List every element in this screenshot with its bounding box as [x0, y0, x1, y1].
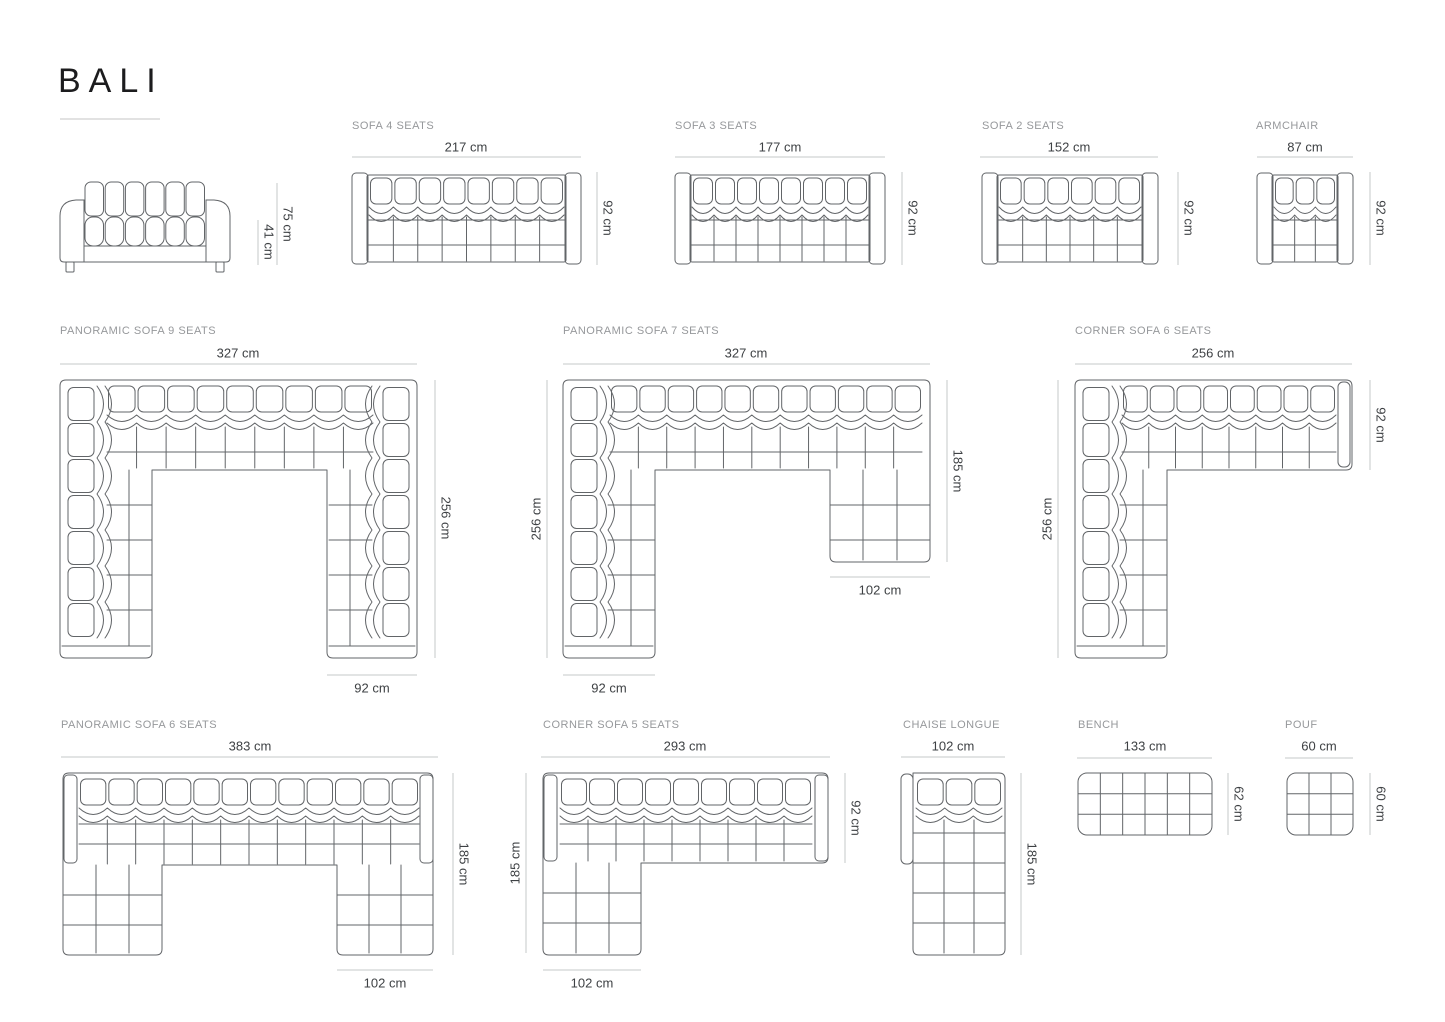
dimension-value: 41 cm	[261, 224, 277, 260]
dimension-value: 102 cm	[931, 738, 975, 754]
dimension-value: 92 cm	[1373, 200, 1389, 236]
dimension-value: 293 cm	[663, 738, 707, 754]
dimension-value: 75 cm	[280, 206, 296, 242]
product-label-panoramic-sofa-9-seats: PANORAMIC SOFA 9 SEATS	[60, 325, 217, 337]
dimension-value: 185 cm	[456, 842, 472, 886]
dimension-value: 256 cm	[438, 496, 454, 540]
dimension-value: 383 cm	[228, 738, 272, 754]
dimension-value: 177 cm	[758, 139, 802, 155]
dimension-value: 87 cm	[1287, 139, 1323, 155]
product-label-sofa-4-seats: SOFA 4 SEATS	[352, 120, 435, 132]
dimension-value: 256 cm	[528, 497, 544, 541]
dimension-value: 92 cm	[600, 200, 616, 236]
product-label-corner-sofa-5-seats: CORNER SOFA 5 SEATS	[543, 719, 680, 731]
dimension-value: 185 cm	[1024, 842, 1040, 886]
dimension-value: 102 cm	[858, 582, 902, 598]
dimension-value: 327 cm	[216, 345, 260, 361]
dimension-value: 60 cm	[1301, 738, 1337, 754]
page-title: BALI	[58, 62, 164, 100]
dimension-value: 152 cm	[1047, 139, 1091, 155]
product-label-panoramic-sofa-6-seats: PANORAMIC SOFA 6 SEATS	[61, 719, 218, 731]
dimension-value: 327 cm	[724, 345, 768, 361]
product-label-sofa-3-seats: SOFA 3 SEATS	[675, 120, 758, 132]
dimension-value: 102 cm	[363, 975, 407, 991]
product-label-chaise-longue: CHAISE LONGUE	[903, 719, 1000, 731]
dimension-value: 102 cm	[570, 975, 614, 991]
dimension-value: 92 cm	[1373, 407, 1389, 443]
product-label-panoramic-sofa-7-seats: PANORAMIC SOFA 7 SEATS	[563, 325, 720, 337]
product-label-corner-sofa-6-seats: CORNER SOFA 6 SEATS	[1075, 325, 1212, 337]
title-divider	[60, 118, 160, 120]
dimension-value: 62 cm	[1231, 786, 1247, 822]
dimension-value: 92 cm	[905, 200, 921, 236]
dimension-value: 256 cm	[1191, 345, 1235, 361]
product-label-bench: BENCH	[1078, 719, 1120, 731]
dimension-value: 60 cm	[1373, 786, 1389, 822]
product-label-armchair: ARMCHAIR	[1256, 120, 1319, 132]
dimension-value: 92 cm	[848, 800, 864, 836]
dimension-value: 92 cm	[354, 680, 390, 696]
dimension-value: 256 cm	[1039, 497, 1055, 541]
dimension-value: 92 cm	[1181, 200, 1197, 236]
product-label-sofa-2-seats: SOFA 2 SEATS	[982, 120, 1065, 132]
dimension-value: 92 cm	[591, 680, 627, 696]
product-label-pouf: POUF	[1285, 719, 1318, 731]
dimension-value: 217 cm	[444, 139, 488, 155]
dimension-value: 185 cm	[950, 449, 966, 493]
dimension-value: 185 cm	[507, 841, 523, 885]
dimension-value: 133 cm	[1123, 738, 1167, 754]
